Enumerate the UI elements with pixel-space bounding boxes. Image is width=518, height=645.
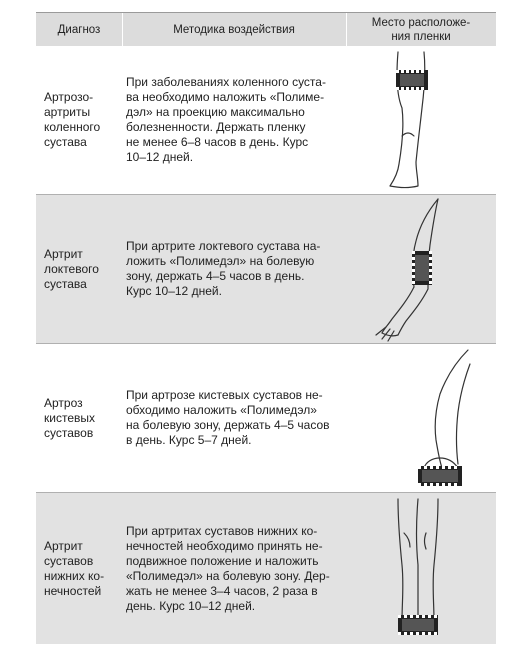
table-row <box>36 46 496 194</box>
treatment-table <box>36 12 496 644</box>
header-location: Место расположе- ния пленки <box>371 17 471 43</box>
knee-leg-icon <box>352 46 496 194</box>
illustration-cell <box>352 493 496 644</box>
legs-ankle-icon <box>352 493 496 644</box>
method-cell: При артрите локтевого сустава на- ложить «Полимедэл» на болевую зону, держать 4–5 часов в день. Курс 10–12 дней. <box>126 239 321 298</box>
hand-wrist-icon <box>352 344 496 492</box>
illustration-cell <box>352 46 496 194</box>
header-method: Методика воздействия <box>173 24 295 36</box>
method-cell: При артритах суставов нижних ко- нечностей необходимо принять не- подвижное положение и наложить «Полимедэл» на болевую зону. Дер- жать не менее 3–4 часов, 2 раза в день. Курс 10–12 дней. <box>126 523 330 613</box>
header-divider <box>122 13 123 47</box>
table-row <box>36 195 496 343</box>
table-row <box>36 344 496 492</box>
diagnosis-cell: Артрит суставов нижних ко- нечностей <box>44 538 105 598</box>
method-cell: При заболеваниях коленного суста- ва необходимо наложить «Полиме- дэл» на проекцию максимально болезненности. Держать пленку не менее 6–8 часов в день. Курс 10–12 дней. <box>126 75 326 164</box>
illustration-cell <box>352 344 496 492</box>
header-divider <box>346 13 347 47</box>
diagnosis-cell: Артрит локтевого сустава <box>44 246 99 291</box>
header-diagnosis: Диагноз <box>57 24 101 36</box>
table-header <box>36 12 496 48</box>
method-cell: При артрозе кистевых суставов не- обходимо наложить «Полимедэл» на болевую зону, держать 4–5 часов в день. Курс 5–7 дней. <box>126 388 330 447</box>
illustration-cell <box>352 195 496 343</box>
diagnosis-cell: Артроз кистевых суставов <box>44 395 95 440</box>
elbow-arm-icon <box>352 195 496 343</box>
table-row <box>36 493 496 644</box>
diagnosis-cell: Артрозо- артриты коленного сустава <box>44 90 101 149</box>
